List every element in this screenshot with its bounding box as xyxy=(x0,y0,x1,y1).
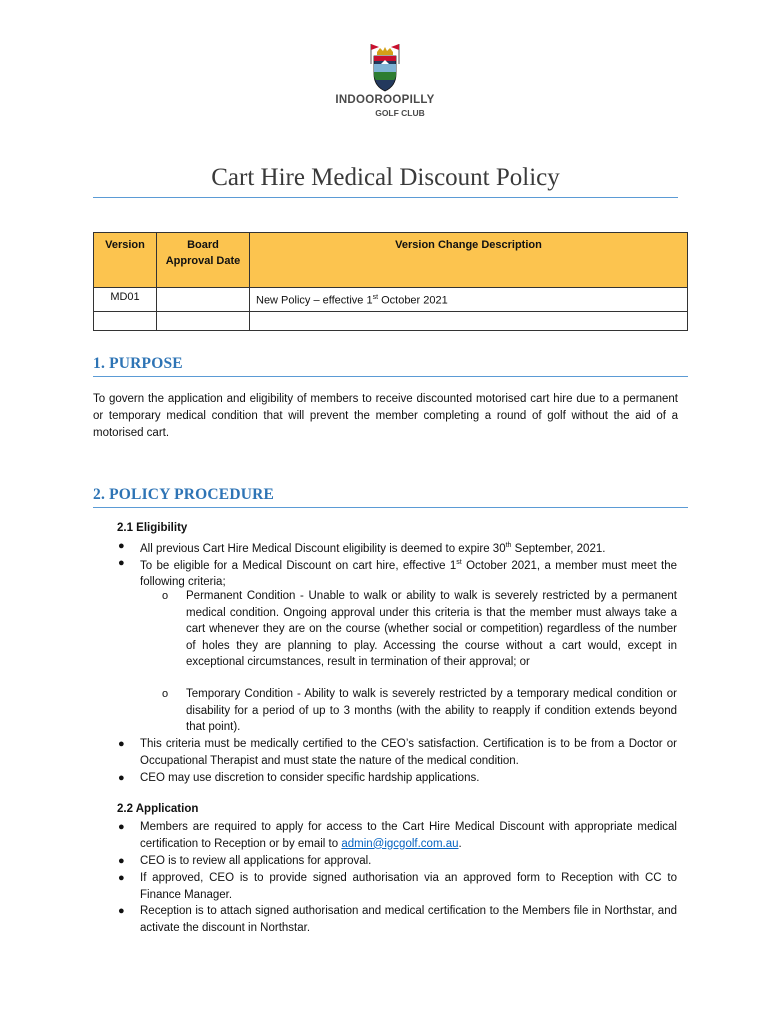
list-item: ● CEO is to review all applications for approval. xyxy=(140,853,677,870)
email-link[interactable]: admin@igcgolf.com.au xyxy=(341,837,459,850)
bullet: ● xyxy=(118,738,125,750)
section-heading-policy-procedure: 2. POLICY PROCEDURE xyxy=(93,486,275,503)
list-item: ● If approved, CEO is to provide signed authorisation via an approved form to Reception with CC to Finance Manager. xyxy=(118,872,677,901)
cell-board-date xyxy=(157,311,250,330)
sub-list-item: o Temporary Condition - Ability to walk is severely restricted by a temporary medical condition or disability for a period of up to 3 months (with the ability to reapply if condition extends beyond that point). xyxy=(162,688,677,733)
club-crest-icon xyxy=(363,42,407,92)
list-item: ● CEO may use discretion to consider specific hardship applications. xyxy=(140,770,677,787)
logo-text-line2: GOLF CLUB xyxy=(375,108,425,118)
subheading-application: 2.2 Application xyxy=(117,803,199,815)
sub-list-item: o Permanent Condition - Unable to walk or ability to walk is severely restricted by a permanent medical condition. Ongoing approval under this criteria is that the member must always take a cart whenever they are on the course (whether social or competition) regardless of the number of holes they are planning to play. Accessing the course without a cart would, except in exceptional circumstances, result in termination of their approval; or xyxy=(162,590,677,668)
list-item: ● Members are required to apply for access to the Cart Hire Medical Discount with appropriate medical certification to Reception or by email to admin@igcgolf.com.au. xyxy=(118,821,677,850)
cell-version: MD01 xyxy=(94,288,157,312)
list-item: ● This criteria must be medically certified to the CEO’s satisfaction. Certification is to be from a Doctor or Occupational Therapist and must state the nature of the medical condition. xyxy=(118,738,677,767)
list-item: ● Reception is to attach signed authorisation and medical certification to the Members file in Northstar, and activate the discount in Northstar. xyxy=(118,905,677,934)
table-header-row xyxy=(94,233,688,288)
section-rule xyxy=(93,507,688,508)
section-heading-purpose: 1. PURPOSE xyxy=(93,355,183,372)
header-board-approval-date: Board Approval Date xyxy=(157,233,250,288)
cell-description xyxy=(250,311,688,330)
bullet: ● xyxy=(118,540,125,552)
title-underline xyxy=(93,197,678,198)
bullet: ● xyxy=(118,821,125,833)
sub-bullet: o xyxy=(162,688,169,700)
list-item: ● To be eligible for a Medical Discount on cart hire, effective 1st October 2021, a member must meet the following criteria; xyxy=(118,557,677,589)
subheading-eligibility: 2.1 Eligibility xyxy=(117,522,188,534)
header-version: Version xyxy=(94,233,157,288)
cell-board-date xyxy=(157,288,250,312)
version-table xyxy=(93,232,688,331)
cell-version xyxy=(94,311,157,330)
bullet: ● xyxy=(118,872,125,884)
bullet: ● xyxy=(118,557,125,569)
list-item: ● All previous Cart Hire Medical Discount eligibility is deemed to expire 30th September, 2021. xyxy=(118,540,606,555)
section-rule xyxy=(93,376,688,377)
bullet: ● xyxy=(118,905,125,917)
sub-bullet: o xyxy=(162,590,169,602)
table-row xyxy=(94,311,688,330)
bullet: ● xyxy=(118,855,125,867)
club-logo xyxy=(330,42,440,122)
logo-text-line1: INDOOROOPILLY xyxy=(335,94,435,106)
document-title: Cart Hire Medical Discount Policy xyxy=(211,164,560,191)
bullet: ● xyxy=(118,772,125,784)
table-row xyxy=(94,288,688,312)
cell-description: New Policy – effective 1st October 2021 xyxy=(250,288,688,312)
purpose-paragraph: To govern the application and eligibility of members to receive discounted motorised cart hire due to a permanent or temporary medical condition that will prevent the member completing a round of golf without the aid of a motorised cart. xyxy=(93,393,678,439)
header-version-change-description: Version Change Description xyxy=(250,233,688,288)
